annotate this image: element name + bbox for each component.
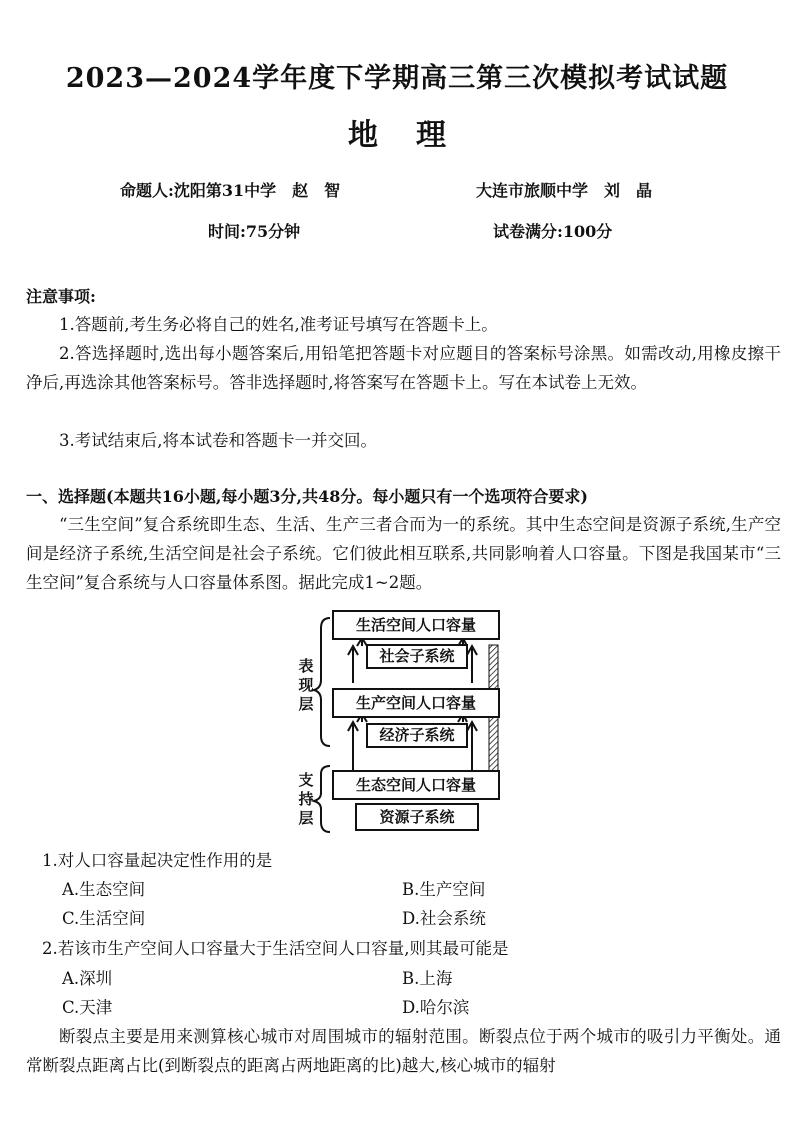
question-2-option-c: C.天津 bbox=[62, 998, 113, 1017]
box-economic-subsystem: 经济子系统 bbox=[366, 723, 468, 748]
section-intro: “三生空间”复合系统即生态、生活、生产三者合而为一的系统。其中生态空间是资源子系统,生产空间是经济子系统,生活空间是社会子系统。它们彼此相互联系,共同影响着人口容量。下图是我国某市“三生空间”复合系统与人口容量体系图。据此完成1~2题。 bbox=[26, 515, 781, 592]
note-item-3: 3.考试结束后,将本试卷和答题卡一并交回。 bbox=[59, 431, 377, 450]
question-2-option-b: B.上海 bbox=[402, 969, 453, 988]
question-1-option-b: B.生产空间 bbox=[402, 880, 486, 899]
question-2-option-a: A.深圳 bbox=[62, 969, 113, 988]
exam-time: 时间:75分钟 bbox=[208, 222, 301, 241]
question-1-option-a: A.生态空间 bbox=[62, 880, 146, 899]
arrow-up bbox=[348, 722, 358, 773]
question-2-option-d: D.哈尔滨 bbox=[402, 998, 470, 1017]
box-ecology-space-capacity: 生态空间人口容量 bbox=[332, 770, 500, 800]
exam-title: 2023—2024学年度下学期高三第三次模拟考试试题 bbox=[65, 63, 729, 94]
box-life-space-capacity: 生活空间人口容量 bbox=[332, 610, 500, 640]
box-resource-subsystem: 资源子系统 bbox=[355, 803, 479, 831]
box-production-space-capacity: 生产空间人口容量 bbox=[332, 688, 500, 718]
author-line-2: 大连市旅顺中学 刘 晶 bbox=[476, 181, 653, 200]
note-item-2: 2.答选择题时,选出每小题答案后,用铅笔把答题卡对应题目的答案标号涂黑。如需改动,用橡皮擦干净后,再选涂其他答案标号。答非选择题时,将答案写在答题卡上。写在本试卷上无效。 bbox=[26, 344, 781, 392]
box-social-subsystem: 社会子系统 bbox=[366, 644, 468, 669]
passage-breakpoint: 断裂点主要是用来测算核心城市对周围城市的辐射范围。断裂点位于两个城市的吸引力平衡处。通常断裂点距离占比(到断裂点的距离占两地距离的比)越大,核心城市的辐射 bbox=[26, 1027, 781, 1075]
arrow-up bbox=[467, 646, 477, 683]
question-2-stem: 2.若该市生产空间人口容量大于生活空间人口容量,则其最可能是 bbox=[42, 939, 509, 958]
label-performance-layer: 表现层 bbox=[298, 657, 314, 713]
author-line: 命题人:沈阳第31中学 赵 智 bbox=[120, 181, 341, 200]
notes-heading: 注意事项: bbox=[26, 287, 96, 306]
arrow-up bbox=[467, 722, 477, 773]
arrow-up bbox=[348, 646, 358, 683]
note-item-1: 1.答题前,考生务必将自己的姓名,准考证号填写在答题卡上。 bbox=[59, 315, 498, 334]
label-support-layer: 支持层 bbox=[298, 771, 314, 827]
exam-score: 试卷满分:100分 bbox=[493, 222, 613, 241]
brace-top bbox=[314, 618, 330, 746]
question-1-option-d: D.社会系统 bbox=[402, 909, 486, 928]
subject-title: 地理 bbox=[348, 118, 484, 153]
question-1-stem: 1.对人口容量起决定性作用的是 bbox=[42, 851, 273, 870]
section-heading: 一、选择题(本题共16小题,每小题3分,共48分。每小题只有一个选项符合要求) bbox=[26, 487, 588, 506]
brace-bottom bbox=[314, 766, 330, 832]
question-1-option-c: C.生活空间 bbox=[62, 909, 146, 928]
